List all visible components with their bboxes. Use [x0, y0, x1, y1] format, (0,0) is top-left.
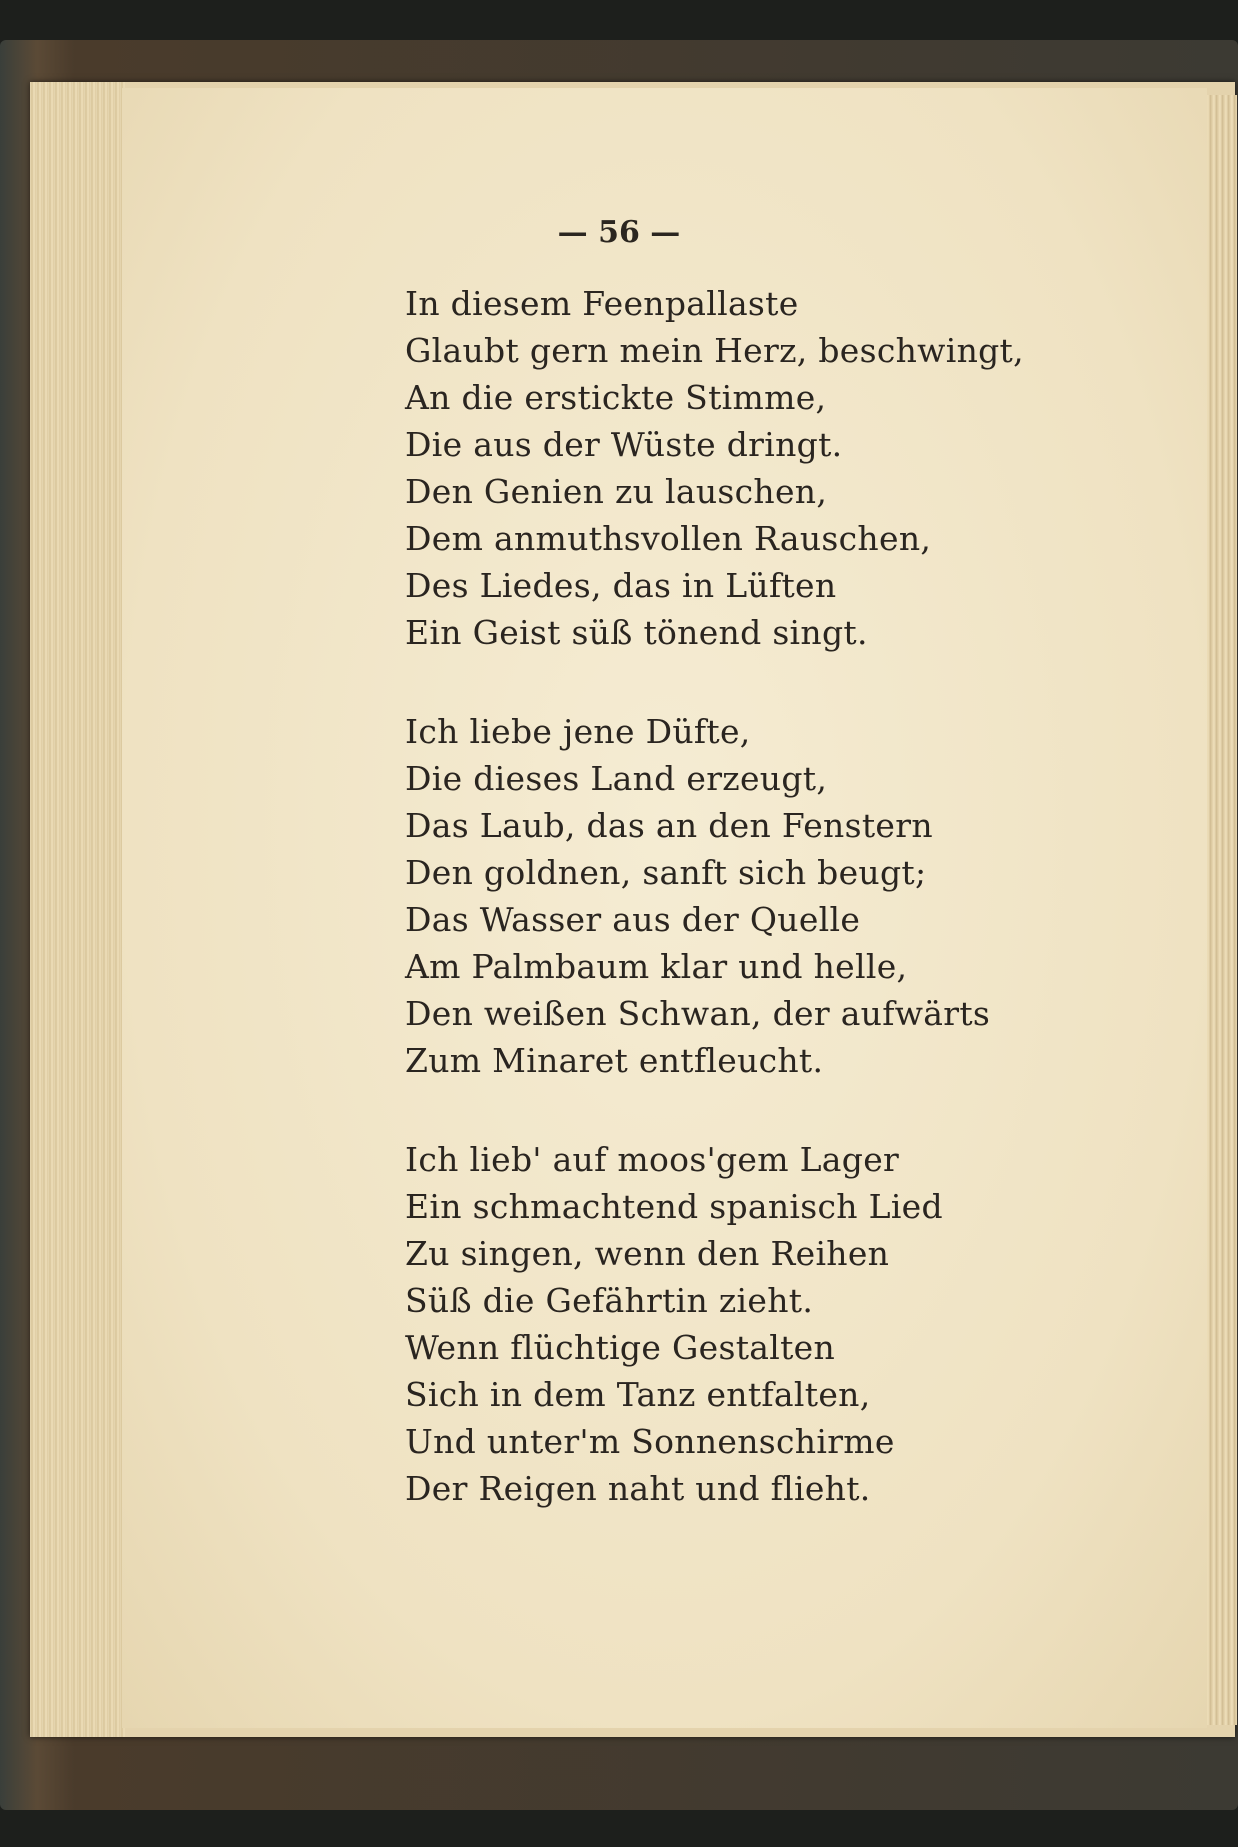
poem-line: Des Liedes, das in Lüften — [405, 566, 837, 605]
poem-line: Ich liebe jene Düfte, — [405, 712, 751, 751]
poem-line: Der Reigen naht und flieht. — [405, 1469, 871, 1508]
poem-line: An die erstickte Stimme, — [405, 378, 827, 417]
stanza — [405, 708, 991, 1084]
stanza — [405, 280, 1024, 656]
left-page-edges — [30, 82, 125, 1737]
poem-line: Ein schmachtend spanisch Lied — [405, 1187, 943, 1226]
page-number: — 56 — — [557, 215, 681, 250]
poem-line: Sich in dem Tanz entfalten, — [405, 1375, 871, 1414]
poem — [405, 280, 1024, 1564]
poem-line: Am Palmbaum klar und helle, — [405, 947, 908, 986]
poem-line: Glaubt gern mein Herz, beschwingt, — [405, 331, 1024, 370]
poem-line: Das Wasser aus der Quelle — [405, 900, 861, 939]
poem-line: Dem anmuthsvollen Rauschen, — [405, 519, 932, 558]
poem-line: Den goldnen, sanft sich beugt; — [405, 853, 927, 892]
poem-line: Und unter'm Sonnenschirme — [405, 1422, 895, 1461]
poem-line: Den weißen Schwan, der aufwärts — [405, 994, 991, 1033]
poem-line: Die dieses Land erzeugt, — [405, 759, 828, 798]
poem-line: Das Laub, das an den Fenstern — [405, 806, 933, 845]
poem-line: Zu singen, wenn den Reihen — [405, 1234, 890, 1273]
poem-line: Den Genien zu lauschen, — [405, 472, 828, 511]
stanza — [405, 1136, 965, 1512]
poem-line: Süß die Gefährtin zieht. — [405, 1281, 814, 1320]
poem-line: In diesem Feenpallaste — [405, 284, 799, 323]
poem-line: Wenn flüchtige Gestalten — [405, 1328, 836, 1367]
right-page-edges — [1205, 95, 1237, 1725]
poem-line: Ich lieb' auf moos'gem Lager — [405, 1140, 900, 1179]
poem-line: Ein Geist süß tönend singt. — [405, 613, 868, 652]
poem-line: Zum Minaret entfleucht. — [405, 1041, 824, 1080]
poem-line: Die aus der Wüste dringt. — [405, 425, 843, 464]
